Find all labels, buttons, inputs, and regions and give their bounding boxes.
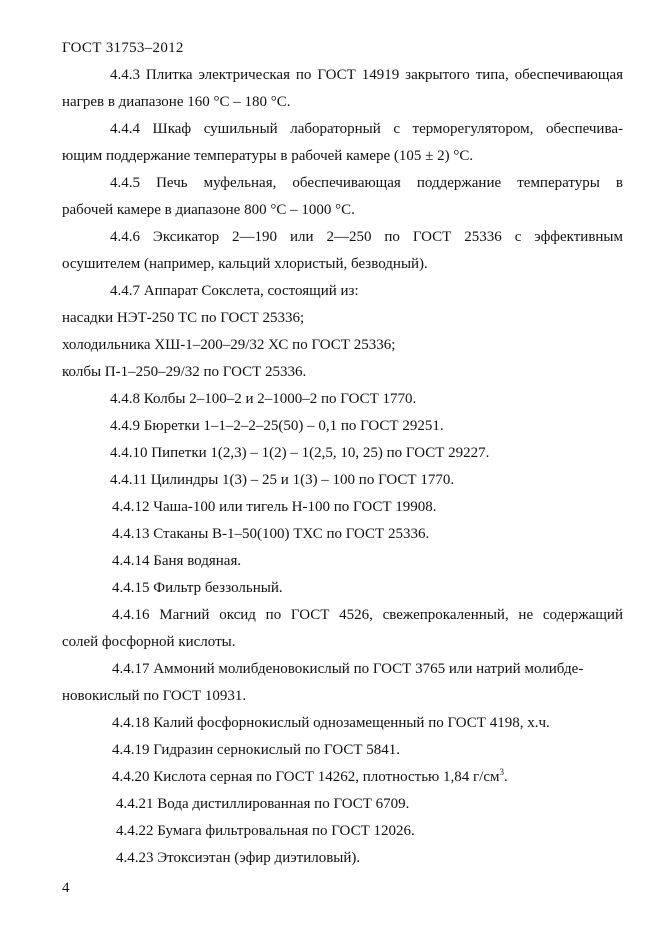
text-line: солей фосфорной кислоты. <box>62 634 236 650</box>
text-line: нагрев в диапазоне 160 °С – 180 °С. <box>62 94 291 110</box>
text-line: 4.4.16 Магний оксид по ГОСТ 4526, свежепрокаленный, не содержащий <box>112 607 623 623</box>
text-line: 4.4.14 Баня водяная. <box>112 553 242 569</box>
text-line: 4.4.5 Печь муфельная, обеспечивающая поддержание температуры в <box>110 175 623 191</box>
text-end: . <box>503 769 508 785</box>
item-4-4-16 <box>62 602 623 656</box>
text-line: колбы П-1–250–29/32 по ГОСТ 25336. <box>62 364 307 380</box>
text-line: 4.4.3 Плитка электрическая по ГОСТ 14919 закрытого типа, обеспечивающая <box>110 67 623 83</box>
text-line: 4.4.21 Вода дистиллированная по ГОСТ 6709. <box>116 796 410 812</box>
item-4-4-6 <box>62 224 623 278</box>
text-line: 4.4.12 Чаша-100 или тигель Н-100 по ГОСТ 19908. <box>112 499 437 515</box>
text-line: 4.4.11 Цилиндры 1(3) – 25 и 1(3) – 100 по ГОСТ 1770. <box>110 472 455 488</box>
page-number: 4 <box>62 880 70 896</box>
text-line: 4.4.17 Аммоний молибденовокислый по ГОСТ 3765 или натрий молибде- <box>112 661 584 677</box>
document-header: ГОСТ 31753–2012 <box>62 40 184 56</box>
text-line: холодильника ХШ-1–200–29/32 ХС по ГОСТ 25336; <box>62 337 396 353</box>
text-line: 4.4.15 Фильтр беззольный. <box>112 580 283 596</box>
text-line: 4.4.10 Пипетки 1(2,3) – 1(2) – 1(2,5, 10, 25) по ГОСТ 29227. <box>110 445 490 461</box>
items-4-4-21-to-4-4-23 <box>62 791 623 872</box>
text-line: осушителем (например, кальций хлористый, безводный). <box>62 256 428 272</box>
text-line: 4.4.4 Шкаф сушильный лабораторный с терморегулятором, обеспечива- <box>110 121 623 137</box>
text-main: 4.4.20 Кислота серная по ГОСТ 14262, плотностью 1,84 г/см <box>112 769 500 785</box>
item-4-4-4 <box>62 116 623 170</box>
item-4-4-17 <box>62 656 623 710</box>
text-line: 4.4.13 Стаканы В-1–50(100) ТХС по ГОСТ 25336. <box>112 526 430 542</box>
text-line: 4.4.8 Колбы 2–100–2 и 2–1000–2 по ГОСТ 1770. <box>110 391 417 407</box>
item-4-4-3 <box>62 62 623 116</box>
items-4-4-8-to-4-4-11 <box>62 386 623 494</box>
text-line: 4.4.19 Гидразин сернокислый по ГОСТ 5841. <box>112 742 400 758</box>
items-4-4-12-to-4-4-15 <box>62 494 623 602</box>
item-4-4-7 <box>62 278 623 386</box>
text-line: 4.4.7 Аппарат Сокслета, состоящий из: <box>110 283 359 299</box>
text-line: ющим поддержание температуры в рабочей камере (105 ± 2) °С. <box>62 148 474 164</box>
text-line: 4.4.23 Этоксиэтан (эфир диэтиловый). <box>116 850 361 866</box>
item-4-4-5 <box>62 170 623 224</box>
items-4-4-18-to-4-4-20 <box>62 710 623 791</box>
text-line: насадки НЭТ-250 ТС по ГОСТ 25336; <box>62 310 305 326</box>
text-line: новокислый по ГОСТ 10931. <box>62 688 247 704</box>
text-line: 4.4.6 Эксикатор 2—190 или 2—250 по ГОСТ 25336 с эффективным <box>110 229 623 245</box>
text-line: 4.4.18 Калий фосфорнокислый однозамещенный по ГОСТ 4198, х.ч. <box>112 715 550 731</box>
text-line: 4.4.9 Бюретки 1–1–2–2–25(50) – 0,1 по ГОСТ 29251. <box>110 418 444 434</box>
superscript: 3 <box>499 767 504 777</box>
text-line <box>62 764 623 791</box>
text-line: рабочей камере в диапазоне 800 °С – 1000 °С. <box>62 202 355 218</box>
text-line: 4.4.22 Бумага фильтровальная по ГОСТ 12026. <box>116 823 415 839</box>
